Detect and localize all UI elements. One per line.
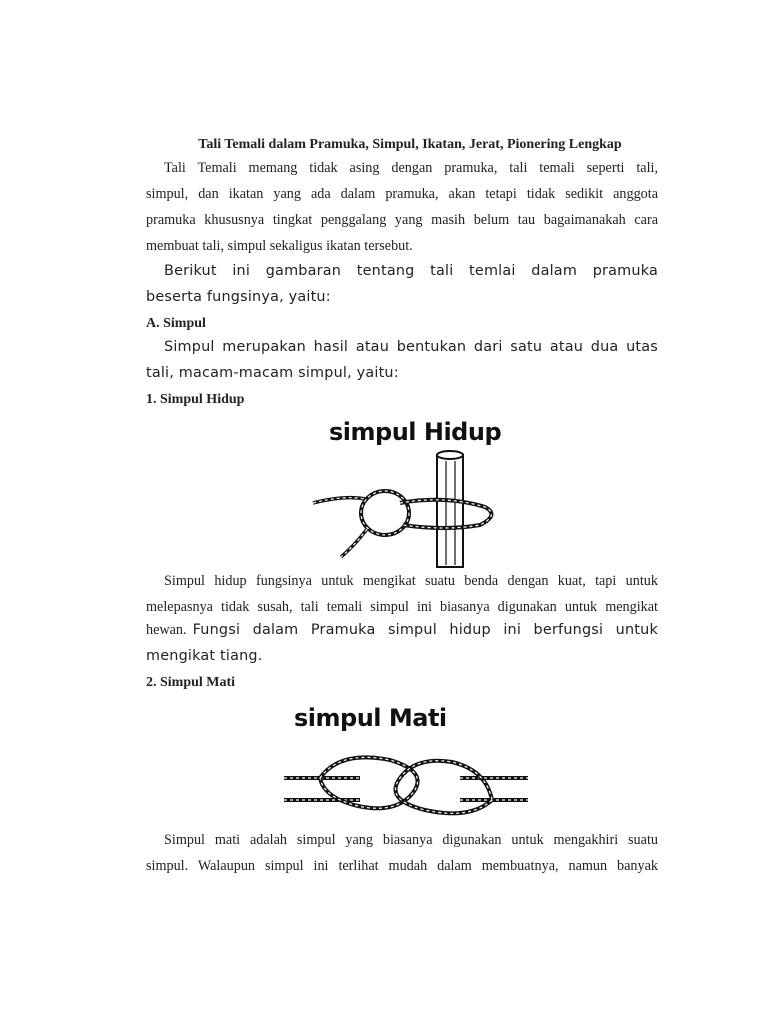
simpul-hidup-caption: simpul Hidup (329, 418, 502, 446)
item1-heading: 1. Simpul Hidup (146, 392, 245, 407)
section-a-heading: A. Simpul (146, 316, 206, 331)
item1-desc-line-3 (146, 622, 658, 639)
simpul-mati-knot-icon (280, 702, 535, 817)
item1-desc-line-4: mengikat tiang. (146, 648, 263, 664)
intro-line-2: simpul, dan ikatan yang ada dalam pramuka, akan tetapi tidak sedikit anggota (146, 186, 658, 202)
document-title: Tali Temali dalam Pramuka, Simpul, Ikatan, Jerat, Pionering Lengkap (198, 137, 622, 152)
section-a-line-1: Simpul merupakan hasil atau bentukan dari satu atau dua utas (164, 339, 658, 355)
simpul-hidup-figure (305, 415, 505, 570)
item1-desc-line-3-sans: Fungsi dalam Pramuka simpul hidup ini berfungsi untuk (192, 622, 658, 638)
intro-line-4: membuat tali, simpul sekaligus ikatan tersebut. (146, 238, 413, 254)
berikut-line-1: Berikut ini gambaran tentang tali temlai dalam pramuka (164, 263, 658, 279)
simpul-mati-caption: simpul Mati (294, 704, 447, 732)
item1-desc-line-3-serif: hewan. (146, 622, 187, 638)
berikut-line-2: beserta fungsinya, yaitu: (146, 289, 331, 305)
intro-line-3: pramuka khususnya tingkat penggalang yang masih belum tau bagaimanakah cara (146, 212, 658, 228)
item1-desc-line-1: Simpul hidup fungsinya untuk mengikat suatu benda dengan kuat, tapi untuk (164, 573, 658, 589)
item2-desc-line-2: simpul. Walaupun simpul ini terlihat mudah dalam membuatnya, namun banyak (146, 858, 658, 874)
simpul-hidup-knot-icon (305, 415, 505, 570)
item2-heading: 2. Simpul Mati (146, 675, 236, 690)
item2-desc-line-1: Simpul mati adalah simpul yang biasanya digunakan untuk mengakhiri suatu (164, 832, 658, 848)
section-a-line-2: tali, macam-macam simpul, yaitu: (146, 365, 399, 381)
item1-desc-line-2: melepasnya tidak susah, tali temali simpul ini biasanya digunakan untuk mengikat (146, 599, 658, 615)
simpul-mati-figure (280, 702, 535, 817)
intro-line-1: Tali Temali memang tidak asing dengan pramuka, tali temali seperti tali, (164, 160, 658, 176)
